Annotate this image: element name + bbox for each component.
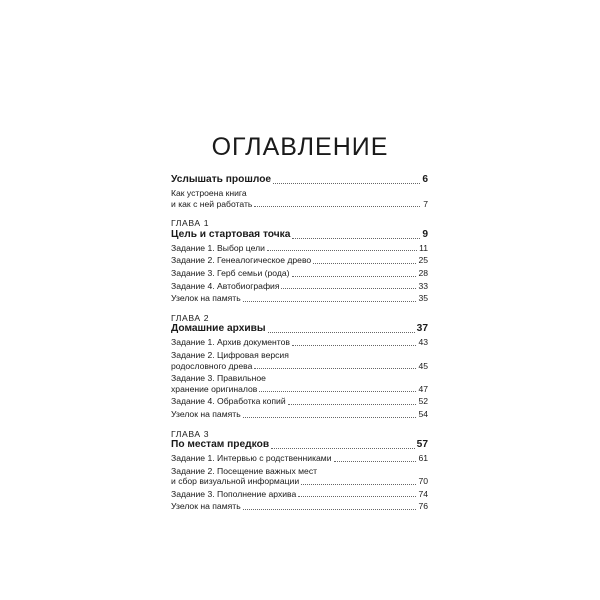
item-title: и как с ней работать (171, 198, 253, 209)
page-number: 11 (419, 242, 428, 253)
page-number: 74 (418, 488, 428, 499)
toc-item (171, 384, 428, 395)
toc-chapter-heading (171, 323, 428, 335)
chapter-label: ГЛАВА 1 (171, 218, 210, 229)
toc-item (171, 396, 428, 407)
page-number: 47 (418, 383, 428, 394)
leader-dots (313, 263, 416, 264)
leader-dots (243, 301, 417, 302)
leader-dots (288, 404, 417, 405)
toc-item (171, 243, 428, 254)
leader-dots (292, 238, 420, 239)
page-number: 45 (418, 360, 428, 371)
item-title: и сбор визуальной информации (171, 476, 300, 487)
leader-dots (273, 183, 420, 184)
table-of-contents (171, 174, 428, 512)
leader-dots (292, 276, 417, 277)
toc-item-line: Задание 2. Посещение важных мест (171, 465, 318, 476)
item-title: Задание 1. Архив документов (171, 337, 290, 348)
toc-item (171, 489, 428, 500)
item-title: Узелок на память (171, 408, 241, 419)
page-number: 9 (422, 228, 428, 240)
toc-item (171, 361, 428, 372)
leader-dots (254, 206, 420, 207)
leader-dots (243, 509, 417, 510)
leader-dots (267, 250, 417, 251)
leader-dots (292, 345, 416, 346)
page-number: 61 (418, 453, 428, 464)
toc-section-heading (171, 174, 428, 186)
toc-item (171, 501, 428, 512)
toc-item (171, 293, 428, 304)
item-title: Задание 1. Интервью с родственниками (171, 453, 332, 464)
page-number: 57 (416, 439, 428, 451)
page-number: 6 (422, 174, 428, 185)
page-number: 52 (418, 396, 428, 407)
page-number: 35 (418, 293, 428, 304)
page-number: 70 (418, 476, 428, 487)
leader-dots (298, 496, 416, 497)
item-title: Задание 3. Пополнение архива (171, 488, 297, 499)
item-title: хранение оригиналов (171, 383, 258, 394)
toc-item (171, 476, 428, 487)
toc-item (171, 337, 428, 348)
item-title: Узелок на память (171, 501, 241, 512)
chapter-label: ГЛАВА 3 (171, 428, 210, 439)
chapter-label: ГЛАВА 2 (171, 312, 210, 323)
item-title: Задание 4. Автобиография (171, 280, 280, 291)
chapter-title: Цель и стартовая точка (171, 228, 291, 240)
item-title: Узелок на память (171, 293, 241, 304)
leader-dots (301, 484, 416, 485)
toc-chapter-heading (171, 229, 428, 241)
item-title: родословного древа (171, 360, 253, 371)
toc-item (171, 409, 428, 420)
toc-item (171, 453, 428, 464)
chapter-title: Домашние архивы (171, 323, 266, 335)
leader-dots (268, 332, 415, 333)
page-number: 33 (418, 280, 428, 291)
toc-chapter-heading (171, 439, 428, 451)
page-number: 76 (418, 501, 428, 512)
leader-dots (271, 448, 415, 449)
leader-dots (254, 368, 416, 369)
toc-item-line: Задание 3. Правильное (171, 373, 266, 384)
leader-dots (259, 391, 416, 392)
page-number: 7 (423, 198, 428, 209)
leader-dots (243, 417, 417, 418)
item-title: Задание 2. Генеалогическое древо (171, 255, 312, 266)
item-title: Задание 1. Выбор цели (171, 242, 265, 253)
leader-dots (281, 288, 416, 289)
leader-dots (334, 461, 417, 462)
section-title: Услышать прошлое (171, 174, 272, 185)
page-title: ОГЛАВЛЕНИЕ (211, 133, 389, 161)
item-title: Задание 4. Обработка копий (171, 396, 286, 407)
page-number: 37 (416, 323, 428, 335)
page-number: 25 (418, 255, 428, 266)
toc-item (171, 281, 428, 292)
toc-item (171, 255, 428, 266)
chapter-title: По местам предков (171, 439, 270, 451)
toc-item (171, 199, 428, 210)
toc-item (171, 268, 428, 279)
page-number: 54 (418, 408, 428, 419)
item-title: Задание 3. Герб семьи (рода) (171, 267, 290, 278)
page-number: 28 (418, 267, 428, 278)
toc-item-line: Задание 2. Цифровая версия (171, 349, 289, 360)
page-number: 43 (418, 337, 428, 348)
toc-item-line: Как устроена книга (171, 188, 247, 198)
